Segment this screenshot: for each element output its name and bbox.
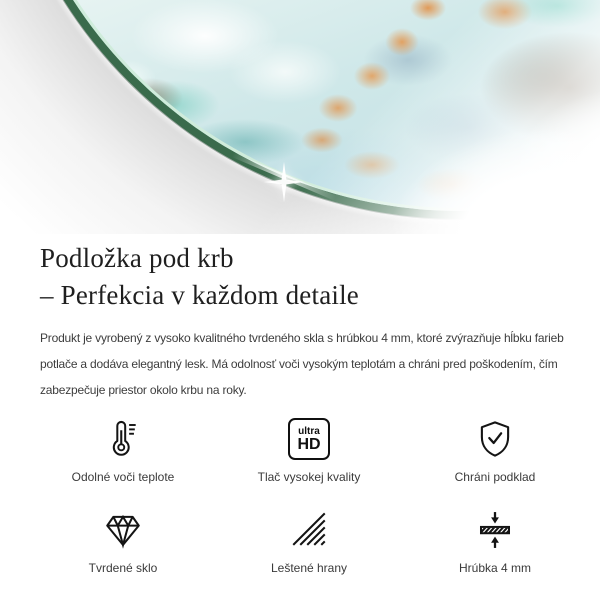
product-description: Produkt je vyrobený z vysoko kvalitného tvrdeného skla s hrúbkou 4 mm, ktoré zvýrazňuje hĺbku farieb potlače a dodáva elegantný lesk. Má odolnosť voči vysokým teplotám a chráni pred poškodením, čím zabezpečuje priestor okolo krbu na roky. (40, 331, 564, 397)
feature-grid (30, 417, 588, 575)
feature-item-heat-resistant (30, 417, 216, 484)
feature-label: Hrúbka 4 mm (458, 561, 532, 575)
feature-item-print-quality (216, 417, 402, 484)
ultra-hd-badge-icon (288, 417, 330, 461)
polished-edges-icon (288, 508, 330, 552)
feature-item-protects-surface (402, 417, 588, 484)
feature-item-tempered-glass (30, 508, 216, 575)
sparkle-icon (262, 160, 306, 204)
thermometer-heat-icon (102, 417, 144, 461)
feature-label: Leštené hrany (270, 561, 348, 575)
feature-label: Odolné voči teplote (71, 470, 175, 484)
ultra-hd-text-top: ultra (298, 425, 320, 437)
feature-label: Tlač vysokej kvality (257, 470, 361, 484)
page-title-line2: – Perfekcia v každom detaile (40, 280, 359, 310)
feature-label: Chráni podklad (454, 470, 536, 484)
diamond-icon (102, 508, 144, 552)
feature-item-polished-edges (216, 508, 402, 575)
feature-label: Tvrdené sklo (88, 561, 158, 575)
product-content (0, 234, 600, 575)
product-image (0, 0, 600, 234)
page-title (40, 240, 560, 314)
ultra-hd-text-bottom: HD (297, 435, 321, 453)
feature-item-thickness (402, 508, 588, 575)
shield-check-icon (474, 417, 516, 461)
thickness-compress-icon (474, 508, 516, 552)
page-title-line1: Podložka pod krb (40, 243, 234, 273)
